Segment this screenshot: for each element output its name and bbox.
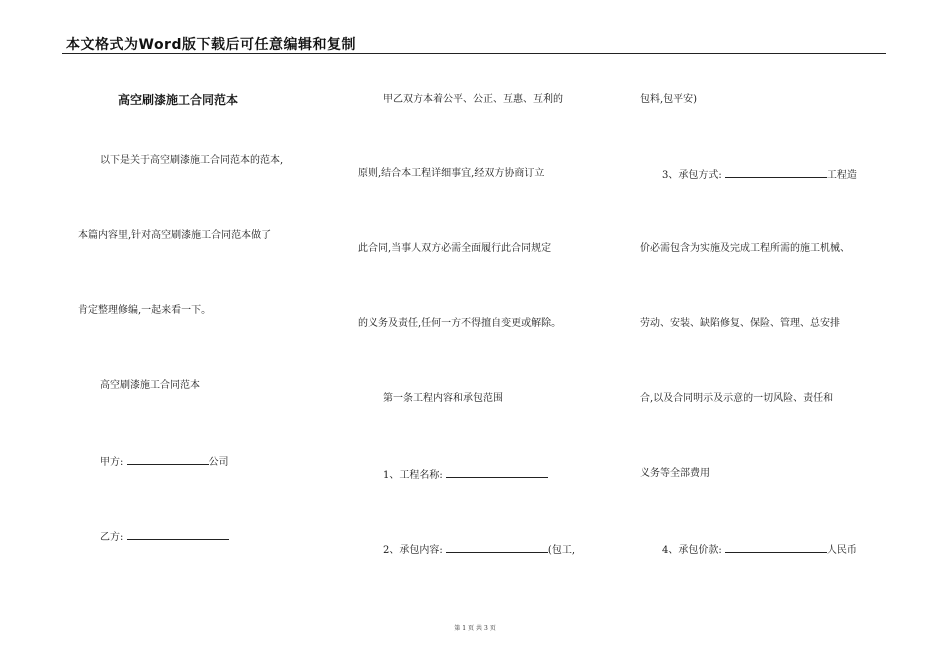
page-middle: 页 共 xyxy=(468,625,482,632)
contract-price-suffix: 人民币 xyxy=(826,545,857,556)
contract-price-label: 4、承包价款: xyxy=(662,545,722,556)
page-total: 3 xyxy=(483,625,488,632)
col2-line-2: 原则,结合本工程详细事宜,经双方协商订立 xyxy=(358,168,545,179)
contract-content-label: 2、承包内容: xyxy=(383,545,443,556)
contract-price-line xyxy=(662,543,857,557)
col2-line-4: 的义务及责任,任何一方不得擅自变更或解除。 xyxy=(358,318,562,329)
article-1-heading: 第一条工程内容和承包范围 xyxy=(383,393,503,404)
party-b-label: 乙方: xyxy=(100,532,124,543)
col3-line-5: 合,以及合同明示及示意的一切风险、责任和 xyxy=(640,393,834,404)
contract-subtitle: 高空刷漆施工合同范本 xyxy=(100,380,200,391)
project-name-line xyxy=(383,468,548,482)
col2-line-1: 甲乙双方本着公平、公正、互惠、互利的 xyxy=(383,94,563,105)
party-b-line xyxy=(100,530,229,544)
page-number-footer xyxy=(0,623,950,632)
intro-line-1: 以下是关于高空刷漆施工合同范本的范本, xyxy=(100,155,284,166)
contract-method-suffix: 工程造 xyxy=(826,170,857,181)
document-title: 高空刷漆施工合同范本 xyxy=(118,93,239,107)
party-a-blank xyxy=(127,455,209,465)
col3-line-1: 包料,包平安) xyxy=(640,94,698,105)
project-name-blank xyxy=(446,468,548,478)
party-a-label: 甲方: xyxy=(100,457,124,468)
contract-method-blank xyxy=(725,168,827,178)
col3-line-6: 义务等全部费用 xyxy=(640,468,710,479)
col2-line-3: 此合同,当事人双方必需全面履行此合同规定 xyxy=(358,243,552,254)
page-prefix: 第 xyxy=(454,625,461,632)
contract-content-blank xyxy=(446,543,548,553)
contract-price-blank xyxy=(725,543,827,553)
party-a-line xyxy=(100,455,229,469)
contract-content-line xyxy=(383,543,575,557)
page-suffix: 页 xyxy=(489,625,496,632)
page-current: 1 xyxy=(462,625,467,632)
project-name-label: 1、工程名称: xyxy=(383,470,443,481)
contract-content-suffix: (包工, xyxy=(547,545,576,556)
document-header-title: 本文格式为Word版下载后可任意编辑和复制 xyxy=(66,37,356,53)
party-b-blank xyxy=(127,530,229,540)
header-divider xyxy=(62,53,886,54)
intro-line-3: 肯定整理修编,一起来看一下。 xyxy=(78,305,212,316)
col3-line-3: 价必需包含为实施及完成工程所需的施工机械、 xyxy=(640,243,850,254)
col3-line-4: 劳动、安装、缺陷修复、保险、管理、总安排 xyxy=(640,318,840,329)
contract-method-label: 3、承包方式: xyxy=(662,170,722,181)
intro-line-2: 本篇内容里,针对高空刷漆施工合同范本做了 xyxy=(78,230,272,241)
contract-method-line xyxy=(662,168,857,182)
party-a-suffix: 公司 xyxy=(208,457,229,468)
